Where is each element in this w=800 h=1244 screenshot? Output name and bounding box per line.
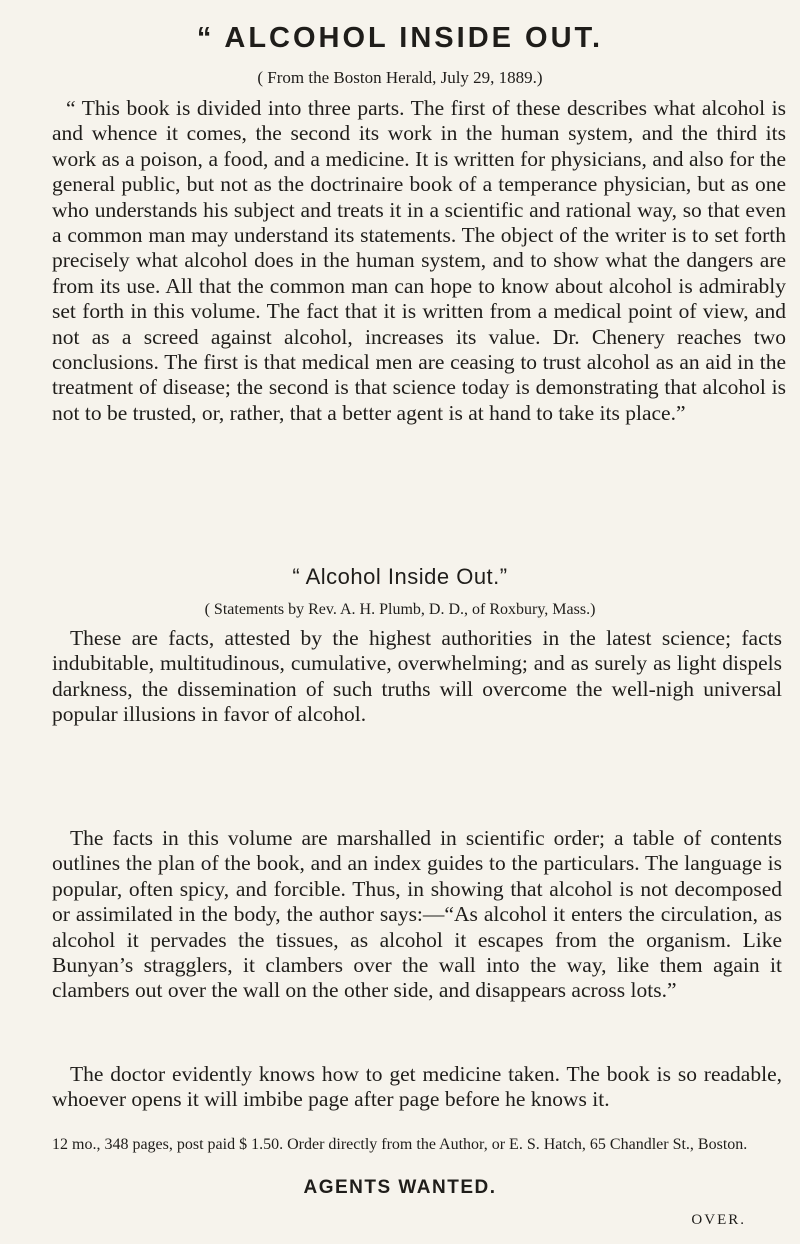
review-paragraph: “ This book is divided into three parts. The first of these describes what alcohol is and whence it comes, the second its work in the human system, and the third its work as a poison, a food, and a medicine. It is written for physicians, and also for the general public, but not as the doctrinaire book of a temperance physician, but as one who understands his subject and treats it in a scientific and rational way, so that even a common man may understand its statements. The object of the writer is to set forth precisely what alcohol does in the human system, and to show what the dangers are from its use. All that the common man can hope to know about alcohol is admirably set forth in this volume. The fact that it is written from a medical point of view, and not as a screed against alcohol, increases its value. Dr. Chenery reaches two conclusions. The first is that medical men are ceasing to trust alcohol as an aid in the treatment of disease; the second is that science today is demonstrating that alcohol is not to be trusted, or, rather, that a better agent is at hand to take its place.”	[52, 96, 786, 425]
statement-paragraph-1: These are facts, attested by the highest authorities in the latest science; facts indubitable, multitudinous, cumulative, overwhelming; and as surely as light dispels darkness, the dissemination of such truths will overcome the well-nigh universal popular illusions in favor of alcohol.	[52, 626, 782, 727]
source-citation: ( From the Boston Herald, July 29, 1889.)	[257, 68, 543, 87]
over-note: OVER.	[691, 1212, 746, 1228]
agents-wanted: AGENTS WANTED.	[303, 1177, 497, 1198]
byline: ( Statements by Rev. A. H. Plumb, D. D., of Roxbury, Mass.)	[204, 601, 596, 618]
statement-paragraph-3: The doctor evidently knows how to get medicine taken. The book is so readable, whoever opens it will imbibe page after page before he knows it.	[52, 1062, 782, 1112]
headline: “ ALCOHOL INSIDE OUT.	[196, 22, 604, 54]
second-title: “ Alcohol Inside Out.”	[292, 564, 508, 589]
order-terms: 12 mo., 348 pages, post paid $ 1.50. Order directly from the Author, or E. S. Hatch, 65 Chandler St., Boston.	[52, 1136, 748, 1153]
statement-paragraph-2: The facts in this volume are marshalled in scientific order; a table of contents outlines the plan of the book, and an index guides to the particulars. The language is popular, often spicy, and forcible. Thus, in showing that alcohol is not decomposed or assimilated in the body, the author says:—“As alcohol it enters the circulation, as alcohol it pervades the tissues, as alcohol it escapes from the organism. Like Bunyan’s stragglers, it clambers over the wall into the way, like them again it clambers out over the wall on the other side, and disappears across lots.”	[52, 826, 782, 1003]
